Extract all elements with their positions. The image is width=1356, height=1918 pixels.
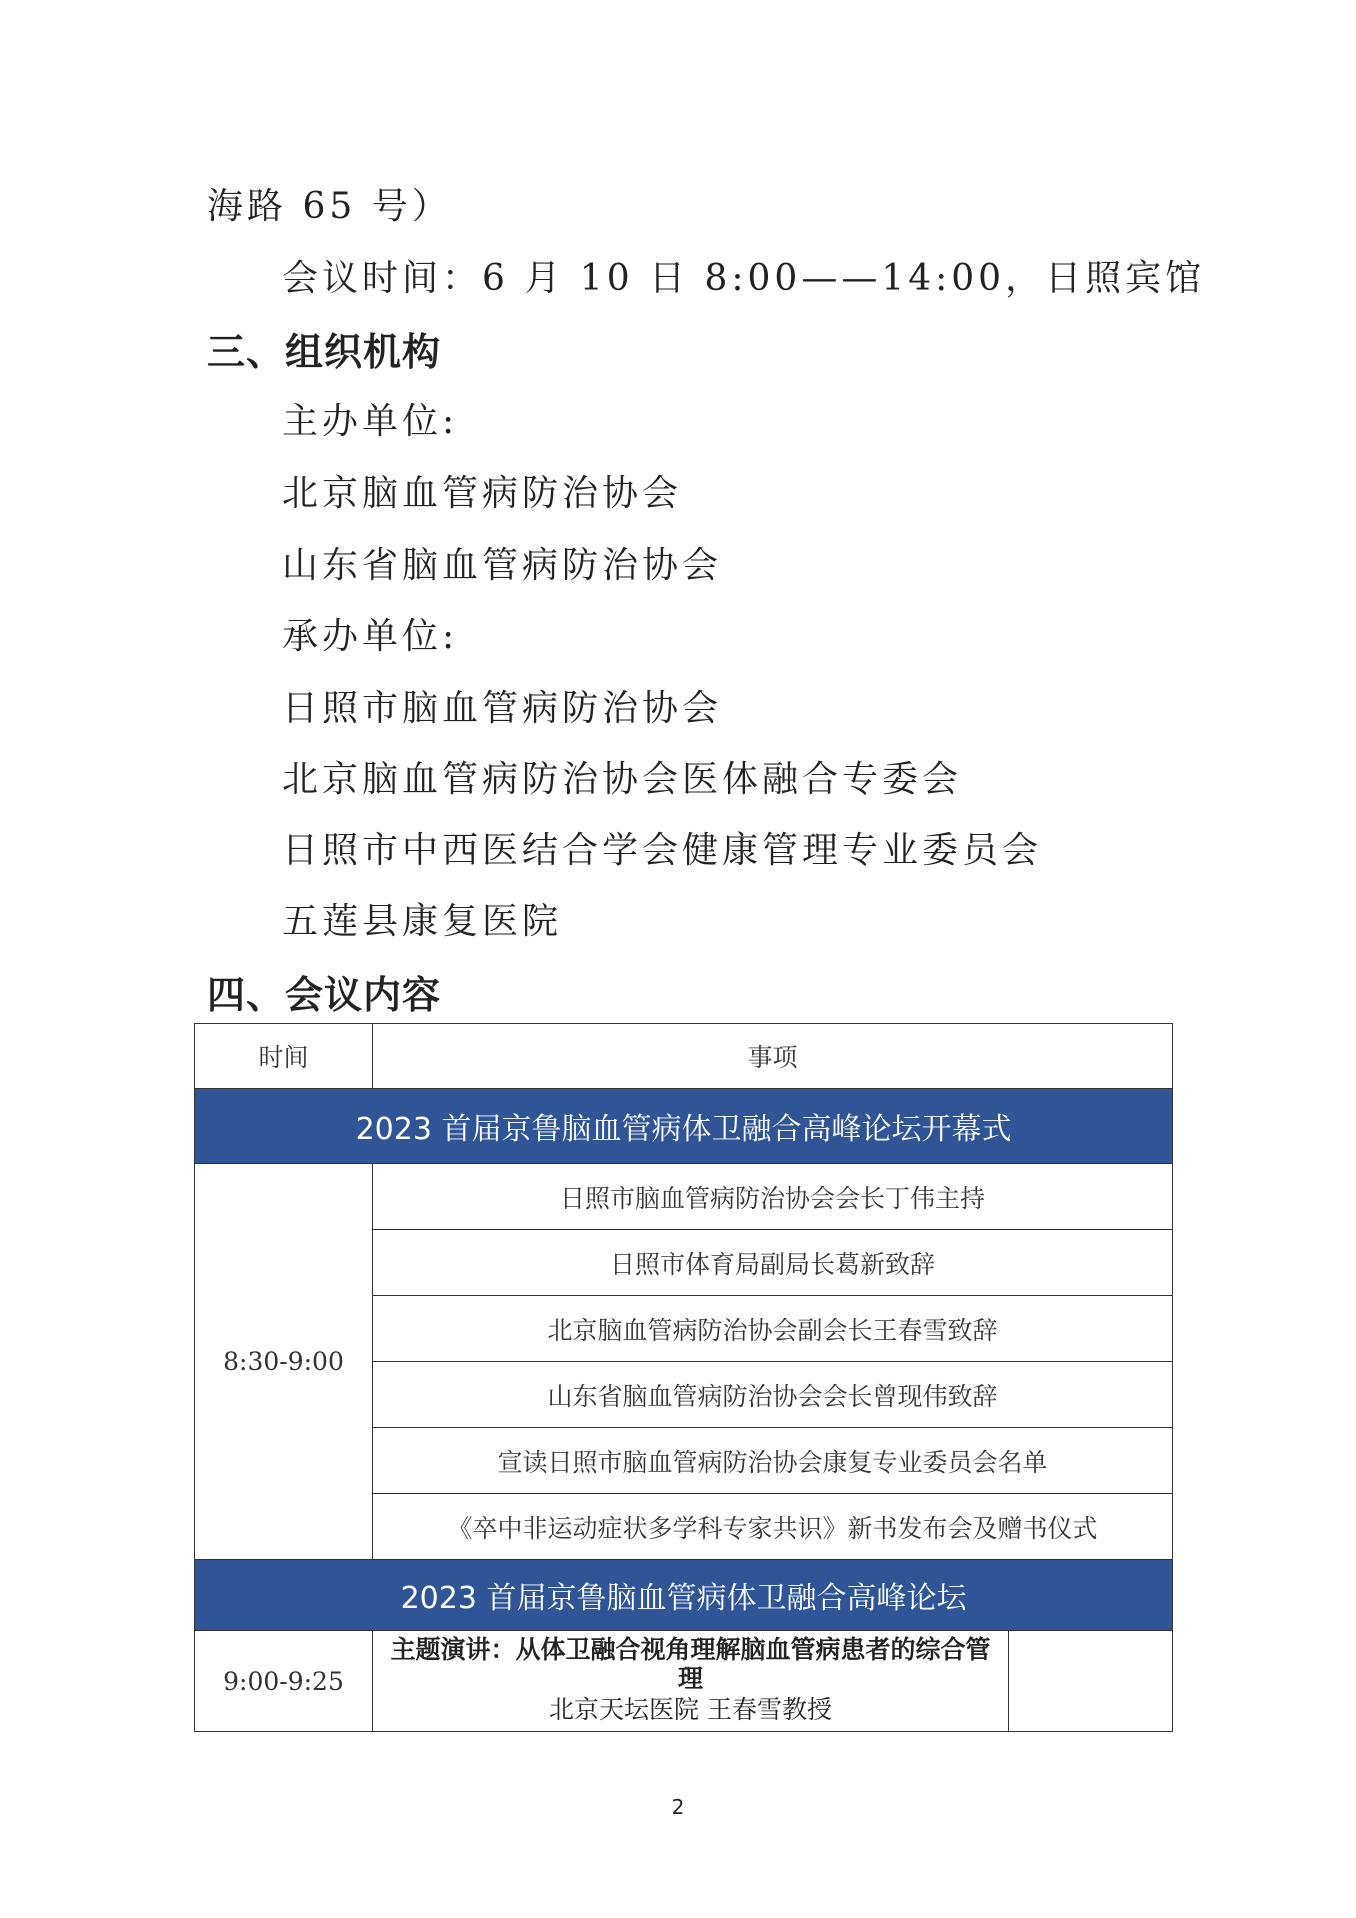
organizer-item: 日照市脑血管病防治协会 (282, 688, 723, 729)
table-row (195, 1164, 1173, 1230)
host-item: 北京脑血管病防治协会 (282, 473, 683, 514)
agenda-item: 北京脑血管病防治协会副会长王春雪致辞 (373, 1296, 1173, 1362)
meeting-time: 会议时间：6 月 10 日 8:00——14:00，日照宾馆 (282, 258, 1206, 299)
table-row (195, 1631, 1173, 1732)
table-header-row (195, 1024, 1173, 1089)
host-item: 山东省脑血管病防治协会 (282, 545, 723, 586)
section-heading-organization: 三、组织机构 (207, 330, 442, 374)
talk-speaker: 北京天坛医院 王春雪教授 (549, 1695, 832, 1724)
address-continuation: 海路 65 号） (207, 186, 452, 227)
banner-row (195, 1089, 1173, 1164)
forum-banner: 2023 首届京鲁脑血管病体卫融合高峰论坛 (195, 1560, 1173, 1631)
organizer-item: 五莲县康复医院 (282, 901, 563, 942)
agenda-item: 日照市体育局副局长葛新致辞 (373, 1230, 1173, 1296)
agenda-item: 宣读日照市脑血管病防治协会康复专业委员会名单 (373, 1428, 1173, 1494)
organizer-label: 承办单位: (282, 616, 459, 657)
banner-row (195, 1560, 1173, 1631)
host-label: 主办单位: (282, 401, 459, 442)
organizer-item: 北京脑血管病防治协会医体融合专委会 (282, 759, 963, 800)
talk-time: 9:00-9:25 (195, 1631, 373, 1732)
organizer-item: 日照市中西医结合学会健康管理专业委员会 (282, 830, 1043, 871)
agenda-item: 山东省脑血管病防治协会会长曾现伟致辞 (373, 1362, 1173, 1428)
agenda-table (194, 1023, 1173, 1732)
page-number: 2 (671, 1795, 685, 1819)
section-heading-agenda: 四、会议内容 (207, 973, 442, 1017)
header-item: 事项 (373, 1024, 1173, 1089)
agenda-item: 日照市脑血管病防治协会会长丁伟主持 (373, 1164, 1173, 1230)
opening-banner: 2023 首届京鲁脑血管病体卫融合高峰论坛开幕式 (195, 1089, 1173, 1164)
opening-time: 8:30-9:00 (195, 1164, 373, 1560)
header-time: 时间 (195, 1024, 373, 1089)
talk-cell (373, 1631, 1009, 1732)
empty-cell (1009, 1631, 1173, 1732)
agenda-item: 《卒中非运动症状多学科专家共识》新书发布会及赠书仪式 (373, 1494, 1173, 1560)
talk-title: 主题演讲：从体卫融合视角理解脑血管病患者的综合管理 (390, 1635, 991, 1693)
